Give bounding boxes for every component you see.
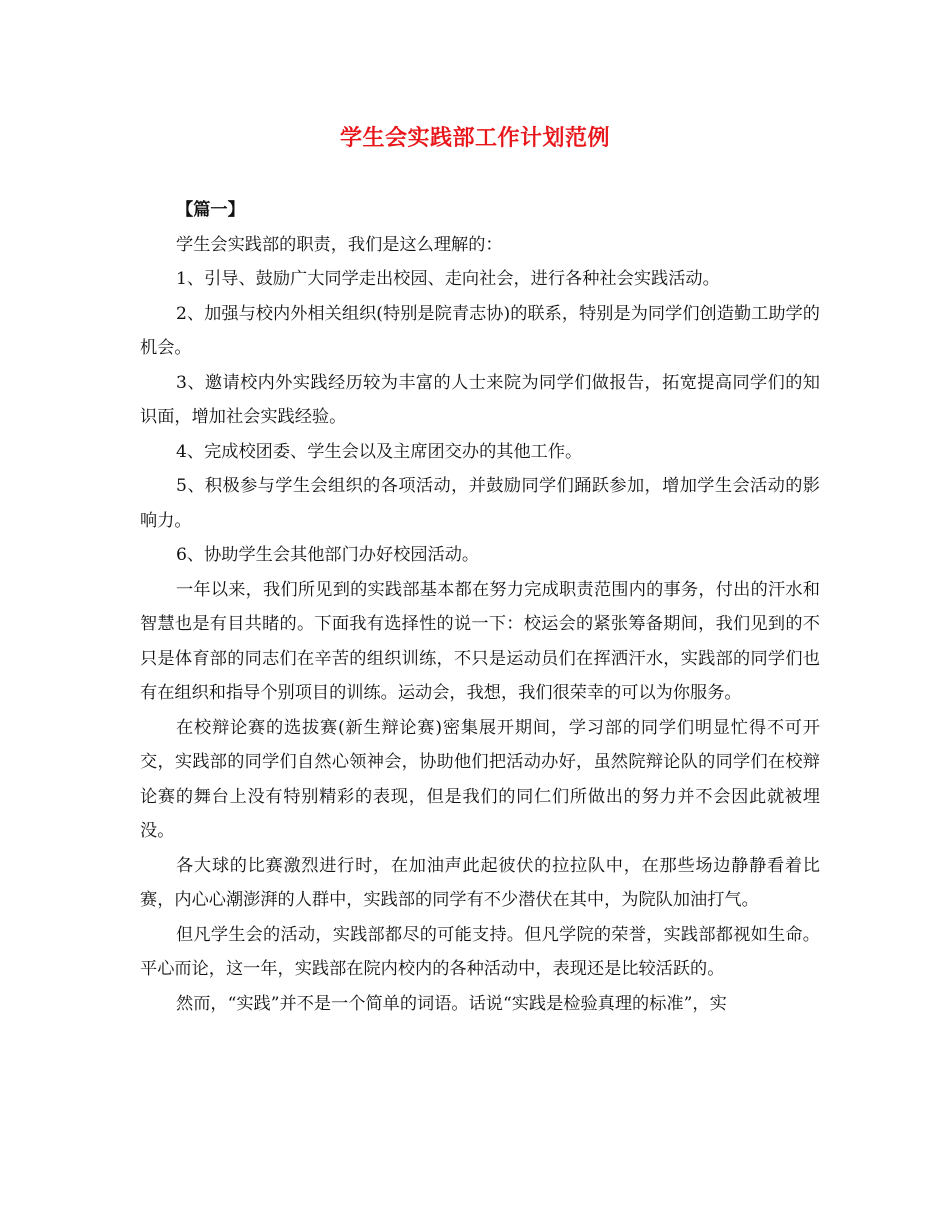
- paragraph-practice: 然而，“实践”并不是一个简单的词语。话说“实践是检验真理的标准”，实: [176, 993, 727, 1014]
- paragraph-duty-4: 4、完成校团委、学生会以及主席团交办的其他工作。: [176, 441, 583, 462]
- section-heading: 【篇一】: [176, 200, 245, 220]
- document-body: [140, 193, 820, 1021]
- paragraph-duty-3: 3、邀请校内外实践经历较为丰富的人士来院为同学们做报告，拓宽提高同学们的知识面，增加社会实践经验。: [140, 372, 820, 427]
- paragraph-debate: 在校辩论赛的选拔赛(新生辩论赛)密集展开期间，学习部的同学们明显忙得不可开交，实践部的同学们自然心领神会，协助他们把活动办好，虽然院辩论队的同学们在校辩论赛的舞台上没有特别精彩的表现，但是我们的同仁们所做出的努力并不会因此就被埋没。: [140, 717, 820, 841]
- paragraph-duty-2: 2、加强与校内外相关组织(特别是院青志协)的联系，特别是为同学们创造勤工助学的机会。: [140, 303, 820, 358]
- paragraph-support: 但凡学生会的活动，实践部都尽的可能支持。但凡学院的荣誉，实践部都视如生命。平心而论，这一年，实践部在院内校内的各种活动中，表现还是比较活跃的。: [140, 924, 820, 979]
- paragraph-duty-6: 6、协助学生会其他部门办好校园活动。: [176, 545, 480, 565]
- paragraph-duty-1: 1、引导、鼓励广大同学走出校园、走向社会，进行各种社会实践活动。: [176, 269, 720, 289]
- paragraph-year-review: 一年以来，我们所见到的实践部基本都在努力完成职责范围内的事务，付出的汗水和智慧也是有目共睹的。下面我有选择性的说一下：校运会的紧张筹备期间，我们见到的不只是体育部的同志们在辛苦的组织训练，不只是运动员们在挥洒汗水，实践部的同学们也有在组织和指导个别项目的训练。运动会，我想，我们很荣幸的可以为你服务。: [140, 579, 820, 703]
- paragraph-intro: 学生会实践部的职责，我们是这么理解的：: [176, 234, 503, 255]
- paragraph-ball-games: 各大球的比赛激烈进行时，在加油声此起彼伏的拉拉队中，在那些场边静静看着比赛，内心心潮澎湃的人群中，实践部的同学有不少潜伏在其中，为院队加油打气。: [140, 855, 820, 910]
- document-title: 学生会实践部工作计划范例: [339, 126, 610, 151]
- paragraph-duty-5: 5、积极参与学生会组织的各项活动，并鼓励同学们踊跃参加，增加学生会活动的影响力。: [140, 476, 820, 531]
